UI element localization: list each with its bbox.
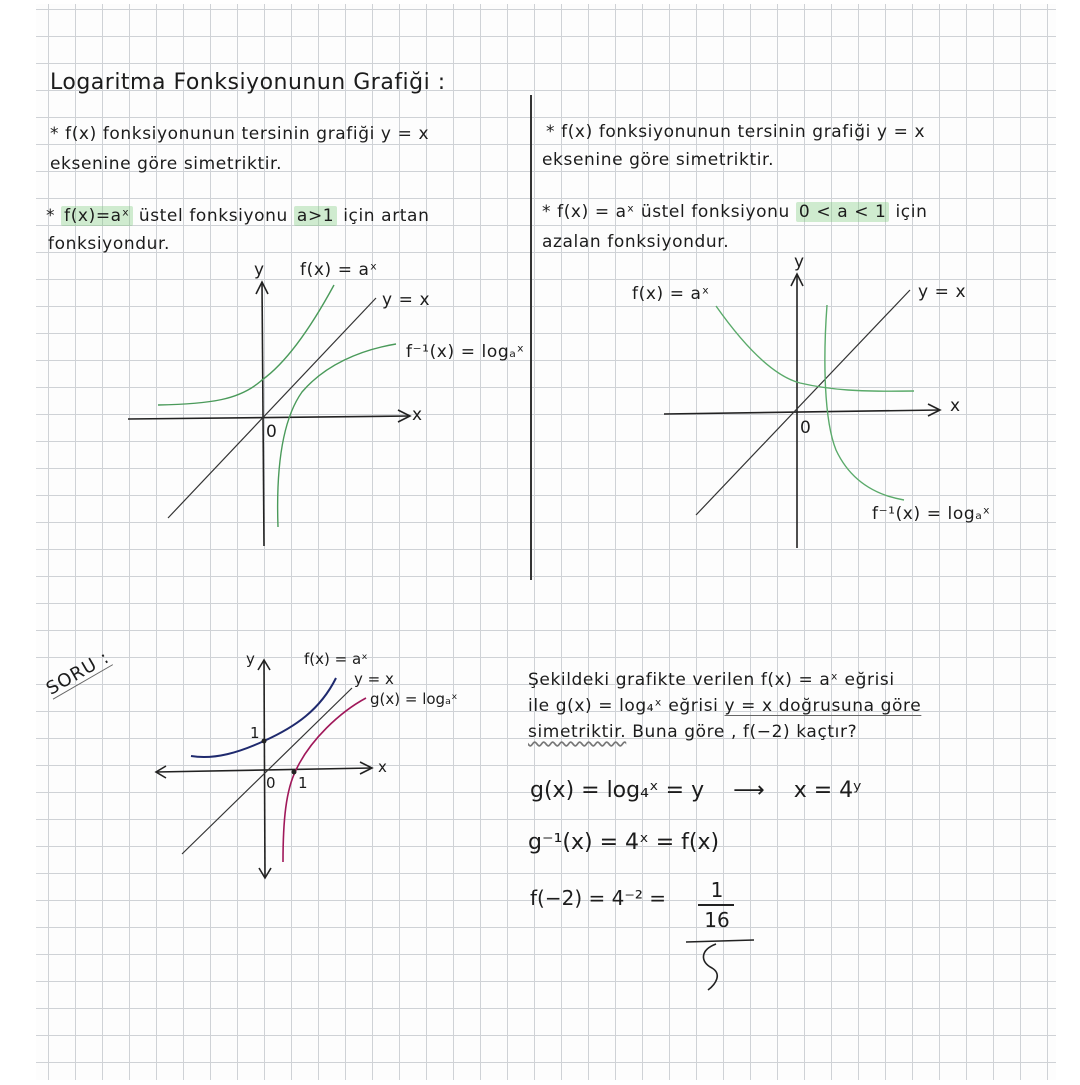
left-line-label: y = x: [382, 290, 431, 310]
text: Buna göre , f(−2) kaçtır?: [626, 722, 858, 742]
question-heading: SORU :: [42, 646, 114, 700]
left-log-label: f⁻¹(x) = logₐˣ: [406, 342, 525, 362]
bullet: *: [46, 206, 62, 226]
question-line-label: y = x: [354, 670, 394, 688]
left-note2-line2: fonksiyondur.: [48, 234, 171, 254]
left-exp-label: f(x) = aˣ: [300, 260, 378, 280]
right-exp-label: f(x) = aˣ: [632, 284, 710, 304]
question-exp-label: f(x) = aˣ: [304, 650, 368, 668]
right-note1-line2: eksenine göre simetriktir.: [542, 150, 775, 170]
underlined-text: simetriktir.: [528, 722, 627, 742]
text: üstel fonksiyonu: [132, 206, 294, 226]
condition-highlight: 0 < a < 1: [796, 202, 890, 222]
right-log-label: f⁻¹(x) = logₐˣ: [872, 504, 991, 524]
question-origin-label: 0: [266, 774, 276, 792]
solution-step3: f(−2) = 4⁻² =: [530, 886, 667, 910]
question-text-line1: Şekildeki grafikte verilen f(x) = aˣ eğrisi: [528, 670, 895, 690]
fraction-denominator: 16: [704, 908, 730, 932]
left-note1-line2: eksenine göre simetriktir.: [50, 154, 283, 174]
step1-left: g(x) = log₄ˣ = y: [530, 778, 705, 803]
text: için artan: [337, 206, 430, 226]
right-x-axis-label: x: [950, 396, 961, 416]
right-note2-line2: azalan fonksiyondur.: [542, 232, 730, 252]
right-line-label: y = x: [918, 282, 967, 302]
right-origin-label: 0: [800, 418, 812, 438]
question-y-intercept-label: 1: [250, 724, 260, 742]
left-origin-label: 0: [266, 422, 278, 442]
exp-formula-highlight: f(x)=aˣ: [61, 206, 133, 226]
question-y-axis-label: y: [246, 650, 255, 668]
left-note1-line1: * f(x) fonksiyonunun tersinin grafiği y = x: [50, 124, 430, 144]
text: ile g(x) = log₄ˣ eğrisi: [528, 696, 725, 716]
step1-right: x = 4ʸ: [793, 778, 862, 803]
text: * f(x) = aˣ üstel fonksiyonu: [542, 202, 796, 222]
condition-highlight: a>1: [294, 206, 337, 226]
question-log-label: g(x) = logₐˣ: [370, 690, 458, 708]
left-y-axis-label: y: [254, 260, 265, 280]
question-x-intercept-label: 1: [298, 774, 308, 792]
left-x-axis-label: x: [412, 405, 423, 425]
solution-step2: g⁻¹(x) = 4ˣ = f(x): [528, 830, 720, 855]
question-x-axis-label: x: [378, 758, 387, 776]
right-y-axis-label: y: [794, 252, 805, 272]
arrow-icon: ⟶: [733, 778, 765, 803]
text: için: [889, 202, 928, 222]
page-title: Logaritma Fonksiyonunun Grafiği :: [50, 70, 446, 95]
right-note1-line1: * f(x) fonksiyonunun tersinin grafiği y = x: [546, 122, 926, 142]
underlined-text: y = x doğrusuna göre: [724, 696, 922, 716]
fraction-numerator: 1: [710, 878, 724, 902]
